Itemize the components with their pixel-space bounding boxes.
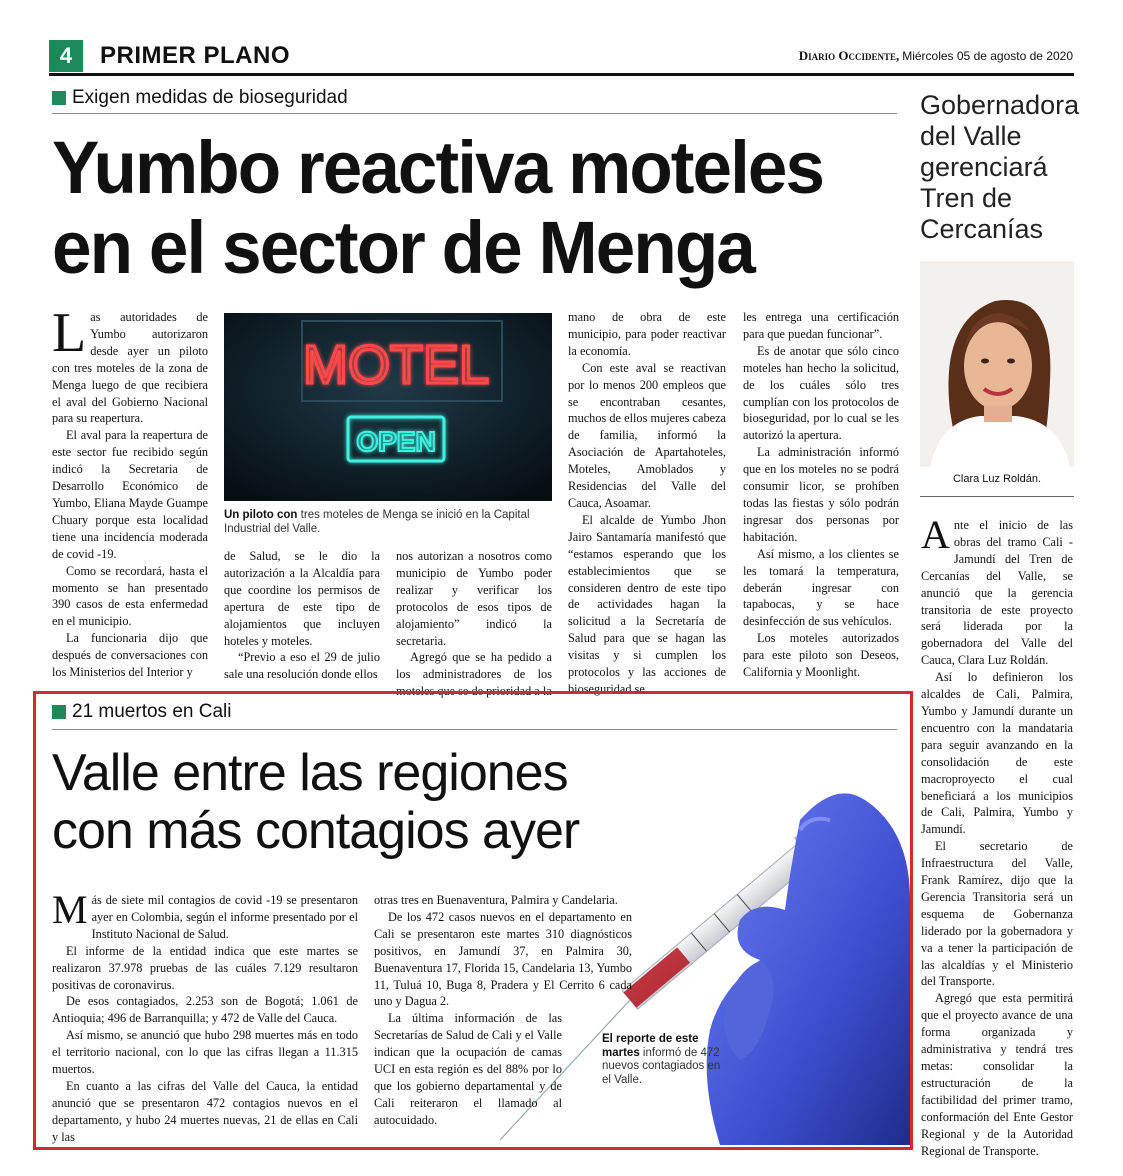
article2-paragraph: otras tres en Buenaventura, Palmira y Candelaria. xyxy=(374,893,618,907)
kicker-rule xyxy=(52,113,897,114)
article2-paragraph: Así mismo, se anunció que hubo 298 muertes más en todo el territorio nacional, con lo que las cifras llegan a 11.315 muertos. xyxy=(52,1028,358,1077)
article1-paragraph: Agregó que se ha pedido a los administradores de los moteles que se de prioridad a la xyxy=(396,650,552,699)
sidebar-headline-line: Tren de xyxy=(920,183,1013,213)
publication-name: Diario Occidente, xyxy=(798,48,900,63)
open-neon-text: OPEN xyxy=(356,426,436,457)
caption-text: informó de 472 nuevos contagiados en el Valle. xyxy=(602,1046,721,1086)
sidebar-paragraph: Ante el inicio de las obras del tramo Cali -Jamundí del Tren de Cercanías del Valle, se anunció que la gerencia transitoria de este proyecto será liderada por la gobernadora del Valle del Cauca, Clara Luz Roldán. xyxy=(921,512,1073,668)
article2-column-1 xyxy=(52,887,358,1146)
article2-paragraph: De esos contagiados, 2.253 son de Bogotá; 1.061 de Antioquia; 496 de Barranquilla; y 472 de Valle del Cauca. xyxy=(52,994,358,1026)
motel-neon-text: MOTEL xyxy=(302,335,490,395)
dropcap: L xyxy=(52,302,87,364)
article2-paragraph: De los 472 casos nuevos en el departamento en Cali se presentaron este martes 310 diagnósticos positivos, en Jamundí 37, en Palmira 30, Buenaventura 17, Florida 15, Candelaria 13, Yumbo 11, Tuluá 10, Buga 8, Pradera y El Cerrito 6 cada uno y Dagua 2. xyxy=(374,909,632,1009)
article1-paragraph: Los moteles autorizados para este piloto son Deseos, California y Moonlight. xyxy=(743,631,899,680)
article1-paragraph: mano de obra de este municipio, para poder reactivar la economía. xyxy=(568,310,726,358)
motel-sign-image xyxy=(224,313,552,501)
article1-headline-line1: Yumbo reactiva moteles xyxy=(52,126,824,209)
article1-headline xyxy=(52,128,878,288)
kicker-square-icon xyxy=(52,705,66,719)
article2-paragraph: La última información de las Secretarías de Salud de Cali y el Valle indican que la ocupación de camas UCI en esta región es del 88% por lo que los gobierno departamental y de Cali reiteraron el llamado al autocuidado. xyxy=(374,1011,562,1127)
masthead-date xyxy=(799,48,1073,64)
portrait-caption: Clara Luz Roldán. xyxy=(952,473,1042,485)
article2-paragraph: En cuanto a las cifras del Valle del Cauca, la entidad anunció que se presentaron 472 contagios nuevos en el departamento, y hubo 24 muertes nuevas, 21 de ellas en Cali y las xyxy=(52,1078,358,1144)
article1-column-5 xyxy=(743,309,899,681)
kicker-rule xyxy=(52,729,897,730)
caption-lead: El reporte de este martes xyxy=(602,1033,699,1059)
portrait-photo xyxy=(920,261,1074,467)
article1-kicker-text: Exigen medidas de bioseguridad xyxy=(72,87,348,108)
article2-column-2 xyxy=(374,892,632,1129)
article1-paragraph: El aval para la reapertura de este sector fue recibido según indicó la Secretaria de Desarrollo Económico de Yumbo, Eliana Mayde Guampe Chuary porque esta localidad tiene una incidencia moderada de covid -19. xyxy=(52,428,208,561)
article1-paragraph: Las autoridades de Yumbo autorizaron desde ayer un piloto con tres moteles de la zona de Menga luego de que recibiera el aval del Gobierno Nacional para su reapertura. xyxy=(52,302,208,426)
article2-kicker xyxy=(52,701,231,723)
article1-headline-line2: en el sector de Menga xyxy=(52,206,754,289)
article1-kicker xyxy=(52,87,348,109)
sidebar-body xyxy=(921,512,1073,1159)
article2-headline-line2: con más contagios ayer xyxy=(52,802,580,860)
page-number: 4 xyxy=(49,40,83,72)
article1-paragraph: nos autorizan a nosotros como municipio de Yumbo poder realizar y verificar los protocolos de esos tipos de alojamiento” indicó la secretaria. xyxy=(396,549,552,648)
header-rule xyxy=(49,73,1074,76)
article1-column-2 xyxy=(224,548,380,683)
article2-headline-line1: Valle entre las regiones xyxy=(52,744,568,802)
sidebar-headline xyxy=(920,90,1080,245)
article1-paragraph: Con este aval se reactivan por lo menos 200 empleos que se encontraban cesantes, muchos de ellos mujeres cabeza de familia, informó la Asociación de Apartahoteles, Moteles, Amoblados y Residencias del Valle del Cauca, Asoamar. xyxy=(568,360,726,510)
sidebar-headline-line: gerenciará xyxy=(920,152,1048,182)
sidebar-headline-line: Cercanías xyxy=(920,214,1044,244)
caption-lead: Un piloto con xyxy=(224,509,298,521)
article1-paragraph: Como se recordará, hasta el momento se han presentado 390 casos de esta enfermedad en el municipio. xyxy=(52,563,208,629)
dropcap: M xyxy=(52,887,88,932)
sidebar-paragraph: Así lo definieron los alcaldes de Cali, Palmira, Yumbo y Jamundí durante un encuentro con la mandataria para seguir avanzando en la consolidación de este macroproyecto el cual beneficiará a los municipios de Cali, Palmira, Yumbo y Jamundí. xyxy=(921,670,1073,837)
kicker-square-icon xyxy=(52,91,66,105)
article1-paragraph: La funcionaria dijo que después de conversaciones con los Ministerios del Interior y xyxy=(52,631,208,680)
issue-date: Miércoles 05 de agosto de 2020 xyxy=(902,49,1073,63)
article1-paragraph: “Previo a eso el 29 de julio sale una resolución donde ellos xyxy=(224,650,380,682)
article1-paragraph: les entrega una certificación para que puedan funcionar”. xyxy=(743,310,899,341)
article1-column-3 xyxy=(396,548,552,700)
article1-paragraph: La administración informó que en los moteles no se podrá consumir licor, se prohíben todas las fiestas y sólo podrán ingresar dos personas por habitación. xyxy=(743,445,899,544)
sidebar-paragraph: El secretario de Infraestructura del Valle, Frank Ramírez, dijo que la Gerencia Transitoria será un esquema de Gobernanza liderado por la gobernadora y va a tener la participación de las alcaldías y el Ministerio del Transporte. xyxy=(921,839,1073,989)
article2-headline xyxy=(52,744,712,860)
motel-image-caption xyxy=(224,508,554,536)
article1-column-4 xyxy=(568,309,726,698)
article2-paragraph: El informe de la entidad indica que este martes se realizaron 37.978 pruebas de las cuáles 7.129 resultaron positivas de coronavirus. xyxy=(52,943,358,992)
caption-text: tres moteles de Menga se inició en la Capital Industrial del Valle. xyxy=(224,509,530,535)
section-title: PRIMER PLANO xyxy=(100,42,291,69)
article2-image-caption xyxy=(602,1033,732,1087)
dropcap: A xyxy=(921,512,950,557)
article1-column-1 xyxy=(52,302,208,681)
caption-rule xyxy=(920,496,1074,497)
article1-paragraph: Así mismo, a los clientes se les tomará la temperatura, deberán ingresar con tapabocas, y se hace desinfección de sus vehículos. xyxy=(743,546,899,629)
article2-kicker-text: 21 muertos en Cali xyxy=(72,701,232,722)
article2-paragraph: Más de siete mil contagios de covid -19 se presentaron ayer en Colombia, según el informe presentado por el Instituto Nacional de Salud. xyxy=(52,887,358,941)
sidebar-paragraph: Agregó que esta permitirá que el proyecto avance de una forma organizada y administrativa y tendrá tres metas: consolidar la estructuración de la factibilidad del primer tramo, conformación del Ente Gestor Regional y de la Autoridad Regional de Transporte. xyxy=(921,991,1073,1158)
article1-paragraph: de Salud, se le dio la autorización a la Alcaldía para que coordine los permisos de apertura de este tipo de alojamientos que incluyen hoteles y moteles. xyxy=(224,549,380,648)
sidebar-headline-line: Gobernadora xyxy=(920,90,1080,120)
article1-paragraph: El alcalde de Yumbo Jhon Jairo Santamaría manifestó que “estamos esperando que los establecimientos que se consideren dentro de este tipo de actividades hagan la solicitud a la Secretaría de Salud para que se hagan las visitas y si cumplen los protocolos y las acciones de bioseguridad se xyxy=(568,512,726,696)
sidebar-headline-line: del Valle xyxy=(920,121,1022,151)
article1-paragraph: Es de anotar que sólo cinco moteles han hecho la solicitud, de los cuáles sólo tres cumplían con los protocolos de bioseguridad, por lo cual se les autorizó la apertura. xyxy=(743,343,899,443)
